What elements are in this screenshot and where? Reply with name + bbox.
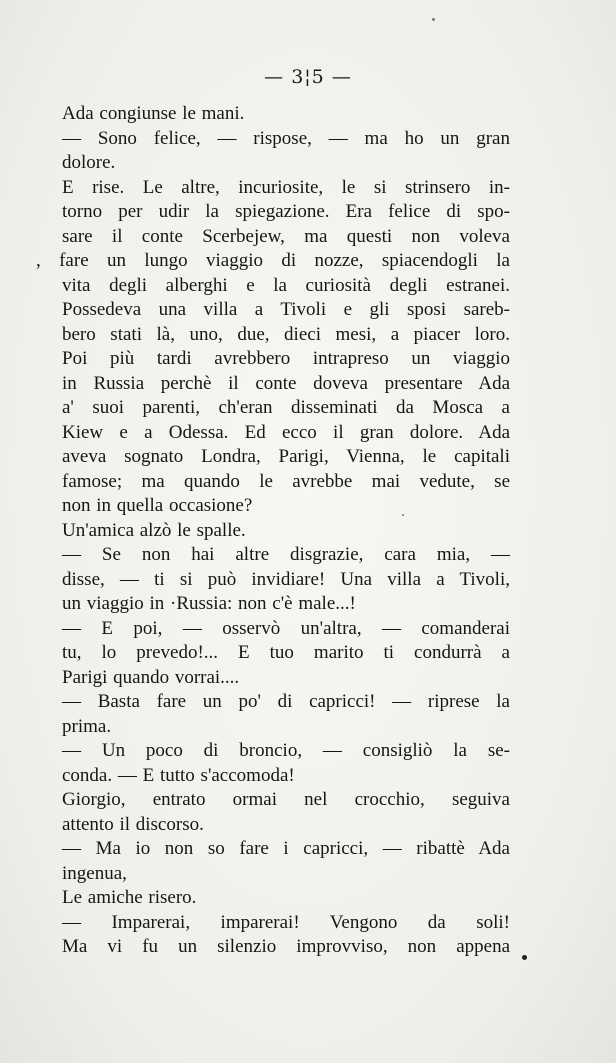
text-line: a' suoi parenti, ch'eran disseminati da Mosca a	[62, 397, 510, 418]
body-text	[36, 102, 510, 960]
text-line: — Imparerai, imparerai! Vengono da soli!	[62, 911, 510, 933]
text-line: — Un poco di broncio, — consigliò la se-	[62, 740, 510, 761]
text-line: — Basta fare un po' di capricci! — riprese la	[62, 691, 510, 712]
text-line: famose; ma quando le avrebbe mai vedute, se	[62, 470, 510, 492]
page-number: — 3¦5 —	[264, 66, 352, 88]
text-line: Le amiche risero.	[62, 887, 197, 908]
text-line: Possedeva una villa a Tivoli e gli sposi sareb-	[62, 299, 510, 320]
text-line: bero stati là, uno, due, dieci mesi, a piacer loro.	[62, 323, 510, 345]
text-line: conda. — E tutto s'accomoda!	[62, 764, 295, 786]
text-line: Poi più tardi avrebbero intrapreso un viaggio	[62, 348, 510, 369]
text-line: , fare un lungo viaggio di nozze, spiacendogli la	[36, 250, 510, 271]
text-line: Ma vi fu un silenzio improvviso, non appena	[62, 936, 510, 957]
text-line: vita degli alberghi e la curiosità degli estranei.	[62, 274, 510, 296]
text-line: dolore.	[62, 152, 116, 173]
text-line: E rise. Le altre, incuriosite, le si strinsero in-	[62, 176, 510, 198]
text-line: un viaggio in ·Russia: non c'è male...!	[62, 593, 356, 614]
text-line: disse, — ti si può invidiare! Una villa a Tivoli,	[62, 568, 510, 590]
text-line: torno per udir la spiegazione. Era felice di spo-	[62, 201, 510, 222]
text-line: tu, lo prevedo!... E tuo marito ti condurrà a	[62, 642, 510, 663]
paper-speck	[522, 955, 527, 960]
text-line: Parigi quando vorrai....	[62, 666, 240, 688]
text-line: ingenua,	[62, 862, 127, 884]
text-line: — Sono felice, — rispose, — ma ho un gran	[62, 127, 510, 149]
text-line: — Se non hai altre disgrazie, cara mia, —	[62, 544, 510, 565]
paper-speck	[432, 18, 435, 21]
text-line: prima.	[62, 715, 112, 737]
text-line: non in quella occasione?	[62, 495, 253, 516]
text-line: sare il conte Scerbejew, ma questi non voleva	[62, 225, 510, 247]
text-line: — Ma io non so fare i capricci, — ribattè Ada	[62, 838, 510, 859]
text-line: — E poi, — osservò un'altra, — comanderai	[62, 617, 510, 639]
text-line: Ada congiunse le mani.	[62, 103, 245, 124]
text-line: attento il discorso.	[62, 813, 204, 835]
text-line: aveva sognato Londra, Parigi, Vienna, le capitali	[62, 446, 510, 467]
text-line: Un'amica alzò le spalle.	[62, 519, 246, 541]
text-line: Giorgio, entrato ormai nel crocchio, seguiva	[62, 789, 510, 810]
text-line: in Russia perchè il conte doveva presentare Ada	[62, 372, 510, 394]
text-line: Kiew e a Odessa. Ed ecco il gran dolore. Ada	[62, 421, 510, 443]
